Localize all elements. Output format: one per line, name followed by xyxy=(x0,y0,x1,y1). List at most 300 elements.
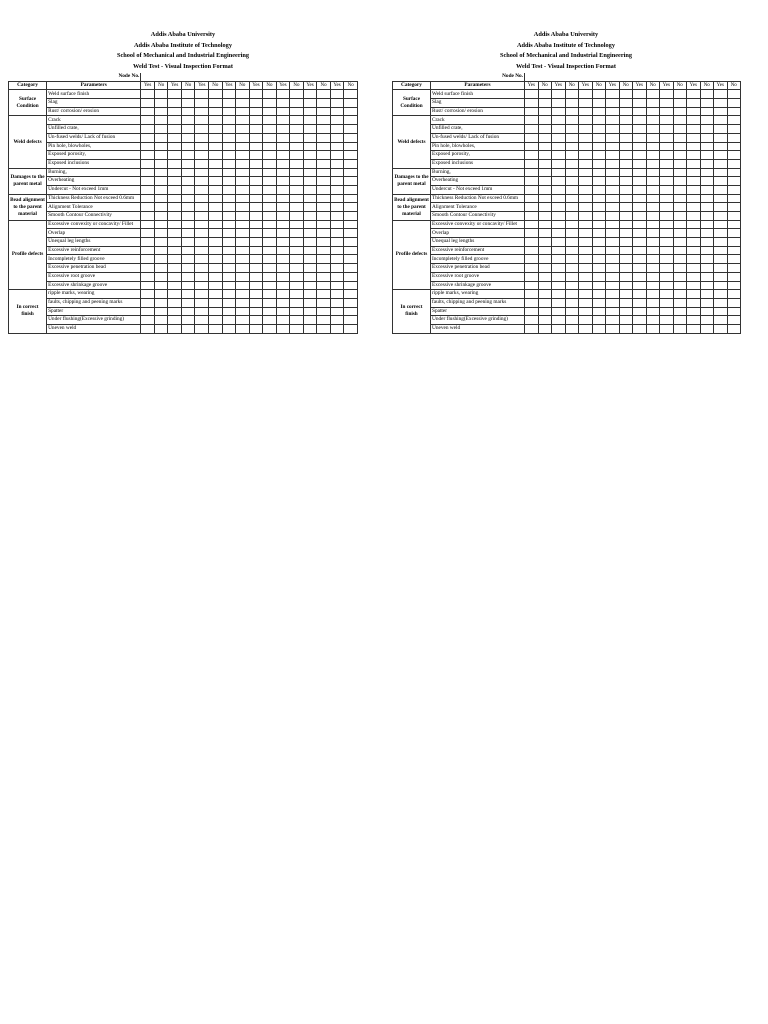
yes-check-cell[interactable] xyxy=(525,168,539,177)
no-check-cell[interactable] xyxy=(290,159,304,168)
no-check-cell[interactable] xyxy=(154,185,168,194)
yes-check-cell[interactable] xyxy=(141,246,155,255)
no-check-cell[interactable] xyxy=(673,194,687,203)
no-check-cell[interactable] xyxy=(181,316,195,325)
yes-check-cell[interactable] xyxy=(660,255,674,264)
no-check-cell[interactable] xyxy=(673,203,687,212)
no-check-cell[interactable] xyxy=(236,272,250,281)
no-check-cell[interactable] xyxy=(236,220,250,229)
yes-check-cell[interactable] xyxy=(222,168,236,177)
yes-check-cell[interactable] xyxy=(633,90,647,99)
no-check-cell[interactable] xyxy=(592,194,606,203)
yes-check-cell[interactable] xyxy=(303,316,317,325)
yes-check-cell[interactable] xyxy=(330,177,344,186)
yes-check-cell[interactable] xyxy=(276,159,290,168)
no-check-cell[interactable] xyxy=(236,133,250,142)
no-check-cell[interactable] xyxy=(317,168,331,177)
no-check-cell[interactable] xyxy=(209,212,223,221)
no-check-cell[interactable] xyxy=(154,142,168,151)
no-check-cell[interactable] xyxy=(565,125,579,134)
yes-check-cell[interactable] xyxy=(525,220,539,229)
yes-check-cell[interactable] xyxy=(633,185,647,194)
no-check-cell[interactable] xyxy=(344,290,358,299)
no-check-cell[interactable] xyxy=(290,220,304,229)
no-check-cell[interactable] xyxy=(565,194,579,203)
no-check-cell[interactable] xyxy=(727,212,741,221)
no-check-cell[interactable] xyxy=(290,264,304,273)
yes-check-cell[interactable] xyxy=(195,185,209,194)
yes-check-cell[interactable] xyxy=(714,142,728,151)
yes-check-cell[interactable] xyxy=(606,290,620,299)
no-check-cell[interactable] xyxy=(236,185,250,194)
no-check-cell[interactable] xyxy=(619,264,633,273)
yes-check-cell[interactable] xyxy=(249,116,263,125)
no-check-cell[interactable] xyxy=(317,290,331,299)
yes-check-cell[interactable] xyxy=(525,246,539,255)
no-check-cell[interactable] xyxy=(565,90,579,99)
yes-check-cell[interactable] xyxy=(168,185,182,194)
yes-check-cell[interactable] xyxy=(195,298,209,307)
yes-check-cell[interactable] xyxy=(606,125,620,134)
yes-check-cell[interactable] xyxy=(552,90,566,99)
no-check-cell[interactable] xyxy=(646,281,660,290)
no-check-cell[interactable] xyxy=(236,307,250,316)
yes-check-cell[interactable] xyxy=(249,125,263,134)
no-check-cell[interactable] xyxy=(673,159,687,168)
yes-check-cell[interactable] xyxy=(633,133,647,142)
yes-check-cell[interactable] xyxy=(222,203,236,212)
no-check-cell[interactable] xyxy=(263,90,277,99)
no-check-cell[interactable] xyxy=(263,307,277,316)
no-check-cell[interactable] xyxy=(317,99,331,108)
yes-check-cell[interactable] xyxy=(552,142,566,151)
yes-check-cell[interactable] xyxy=(579,142,593,151)
yes-check-cell[interactable] xyxy=(276,212,290,221)
yes-check-cell[interactable] xyxy=(633,220,647,229)
yes-check-cell[interactable] xyxy=(249,185,263,194)
yes-check-cell[interactable] xyxy=(660,246,674,255)
yes-check-cell[interactable] xyxy=(687,238,701,247)
no-check-cell[interactable] xyxy=(673,238,687,247)
yes-check-cell[interactable] xyxy=(168,194,182,203)
no-check-cell[interactable] xyxy=(209,194,223,203)
no-check-cell[interactable] xyxy=(154,159,168,168)
yes-check-cell[interactable] xyxy=(633,125,647,134)
yes-check-cell[interactable] xyxy=(579,185,593,194)
yes-check-cell[interactable] xyxy=(168,298,182,307)
no-check-cell[interactable] xyxy=(727,168,741,177)
no-check-cell[interactable] xyxy=(290,203,304,212)
no-check-cell[interactable] xyxy=(209,272,223,281)
yes-check-cell[interactable] xyxy=(168,264,182,273)
yes-check-cell[interactable] xyxy=(660,264,674,273)
no-check-cell[interactable] xyxy=(646,151,660,160)
yes-check-cell[interactable] xyxy=(606,99,620,108)
yes-check-cell[interactable] xyxy=(168,272,182,281)
no-check-cell[interactable] xyxy=(317,212,331,221)
no-check-cell[interactable] xyxy=(646,212,660,221)
no-check-cell[interactable] xyxy=(154,212,168,221)
no-check-cell[interactable] xyxy=(236,159,250,168)
no-check-cell[interactable] xyxy=(646,142,660,151)
yes-check-cell[interactable] xyxy=(249,133,263,142)
yes-check-cell[interactable] xyxy=(525,133,539,142)
yes-check-cell[interactable] xyxy=(168,290,182,299)
yes-check-cell[interactable] xyxy=(660,185,674,194)
no-check-cell[interactable] xyxy=(700,272,714,281)
no-check-cell[interactable] xyxy=(565,133,579,142)
yes-check-cell[interactable] xyxy=(552,298,566,307)
no-check-cell[interactable] xyxy=(727,159,741,168)
yes-check-cell[interactable] xyxy=(660,203,674,212)
no-check-cell[interactable] xyxy=(592,125,606,134)
no-check-cell[interactable] xyxy=(209,281,223,290)
yes-check-cell[interactable] xyxy=(714,185,728,194)
no-check-cell[interactable] xyxy=(727,125,741,134)
yes-check-cell[interactable] xyxy=(222,90,236,99)
no-check-cell[interactable] xyxy=(236,246,250,255)
yes-check-cell[interactable] xyxy=(222,133,236,142)
no-check-cell[interactable] xyxy=(727,185,741,194)
yes-check-cell[interactable] xyxy=(606,307,620,316)
yes-check-cell[interactable] xyxy=(687,185,701,194)
no-check-cell[interactable] xyxy=(209,142,223,151)
no-check-cell[interactable] xyxy=(700,307,714,316)
no-check-cell[interactable] xyxy=(727,272,741,281)
no-check-cell[interactable] xyxy=(209,316,223,325)
yes-check-cell[interactable] xyxy=(141,142,155,151)
no-check-cell[interactable] xyxy=(209,99,223,108)
yes-check-cell[interactable] xyxy=(330,142,344,151)
no-check-cell[interactable] xyxy=(673,151,687,160)
no-check-cell[interactable] xyxy=(727,99,741,108)
yes-check-cell[interactable] xyxy=(714,238,728,247)
no-check-cell[interactable] xyxy=(700,238,714,247)
no-check-cell[interactable] xyxy=(236,177,250,186)
yes-check-cell[interactable] xyxy=(552,151,566,160)
no-check-cell[interactable] xyxy=(263,246,277,255)
yes-check-cell[interactable] xyxy=(633,159,647,168)
no-check-cell[interactable] xyxy=(673,272,687,281)
no-check-cell[interactable] xyxy=(344,90,358,99)
no-check-cell[interactable] xyxy=(646,307,660,316)
yes-check-cell[interactable] xyxy=(195,264,209,273)
yes-check-cell[interactable] xyxy=(141,159,155,168)
yes-check-cell[interactable] xyxy=(168,90,182,99)
no-check-cell[interactable] xyxy=(619,298,633,307)
yes-check-cell[interactable] xyxy=(330,133,344,142)
no-check-cell[interactable] xyxy=(592,229,606,238)
no-check-cell[interactable] xyxy=(727,90,741,99)
yes-check-cell[interactable] xyxy=(633,203,647,212)
yes-check-cell[interactable] xyxy=(714,177,728,186)
no-check-cell[interactable] xyxy=(344,324,358,333)
no-check-cell[interactable] xyxy=(263,133,277,142)
yes-check-cell[interactable] xyxy=(195,316,209,325)
yes-check-cell[interactable] xyxy=(303,185,317,194)
yes-check-cell[interactable] xyxy=(276,185,290,194)
no-check-cell[interactable] xyxy=(344,194,358,203)
no-check-cell[interactable] xyxy=(619,238,633,247)
no-check-cell[interactable] xyxy=(290,116,304,125)
no-check-cell[interactable] xyxy=(592,212,606,221)
yes-check-cell[interactable] xyxy=(525,177,539,186)
yes-check-cell[interactable] xyxy=(222,324,236,333)
yes-check-cell[interactable] xyxy=(330,264,344,273)
yes-check-cell[interactable] xyxy=(525,281,539,290)
yes-check-cell[interactable] xyxy=(633,151,647,160)
yes-check-cell[interactable] xyxy=(660,177,674,186)
yes-check-cell[interactable] xyxy=(552,177,566,186)
no-check-cell[interactable] xyxy=(592,99,606,108)
no-check-cell[interactable] xyxy=(673,246,687,255)
no-check-cell[interactable] xyxy=(154,298,168,307)
no-check-cell[interactable] xyxy=(646,185,660,194)
yes-check-cell[interactable] xyxy=(714,220,728,229)
no-check-cell[interactable] xyxy=(317,298,331,307)
yes-check-cell[interactable] xyxy=(249,203,263,212)
no-check-cell[interactable] xyxy=(565,116,579,125)
no-check-cell[interactable] xyxy=(236,125,250,134)
yes-check-cell[interactable] xyxy=(249,290,263,299)
no-check-cell[interactable] xyxy=(592,316,606,325)
no-check-cell[interactable] xyxy=(700,246,714,255)
yes-check-cell[interactable] xyxy=(579,229,593,238)
yes-check-cell[interactable] xyxy=(579,168,593,177)
yes-check-cell[interactable] xyxy=(633,246,647,255)
yes-check-cell[interactable] xyxy=(606,246,620,255)
yes-check-cell[interactable] xyxy=(222,281,236,290)
yes-check-cell[interactable] xyxy=(552,125,566,134)
no-check-cell[interactable] xyxy=(317,264,331,273)
yes-check-cell[interactable] xyxy=(525,324,539,333)
no-check-cell[interactable] xyxy=(290,246,304,255)
no-check-cell[interactable] xyxy=(344,264,358,273)
no-check-cell[interactable] xyxy=(181,203,195,212)
yes-check-cell[interactable] xyxy=(303,220,317,229)
yes-check-cell[interactable] xyxy=(303,125,317,134)
yes-check-cell[interactable] xyxy=(525,229,539,238)
no-check-cell[interactable] xyxy=(236,238,250,247)
no-check-cell[interactable] xyxy=(619,272,633,281)
yes-check-cell[interactable] xyxy=(141,238,155,247)
yes-check-cell[interactable] xyxy=(525,107,539,116)
yes-check-cell[interactable] xyxy=(330,290,344,299)
yes-check-cell[interactable] xyxy=(222,220,236,229)
no-check-cell[interactable] xyxy=(344,316,358,325)
no-check-cell[interactable] xyxy=(538,107,552,116)
yes-check-cell[interactable] xyxy=(606,229,620,238)
no-check-cell[interactable] xyxy=(673,90,687,99)
no-check-cell[interactable] xyxy=(592,168,606,177)
no-check-cell[interactable] xyxy=(673,324,687,333)
yes-check-cell[interactable] xyxy=(525,255,539,264)
no-check-cell[interactable] xyxy=(592,255,606,264)
no-check-cell[interactable] xyxy=(673,125,687,134)
yes-check-cell[interactable] xyxy=(195,133,209,142)
yes-check-cell[interactable] xyxy=(579,324,593,333)
no-check-cell[interactable] xyxy=(209,107,223,116)
yes-check-cell[interactable] xyxy=(168,203,182,212)
yes-check-cell[interactable] xyxy=(249,99,263,108)
yes-check-cell[interactable] xyxy=(276,151,290,160)
yes-check-cell[interactable] xyxy=(276,281,290,290)
no-check-cell[interactable] xyxy=(154,107,168,116)
yes-check-cell[interactable] xyxy=(141,151,155,160)
no-check-cell[interactable] xyxy=(263,255,277,264)
yes-check-cell[interactable] xyxy=(714,125,728,134)
no-check-cell[interactable] xyxy=(290,298,304,307)
no-check-cell[interactable] xyxy=(209,255,223,264)
yes-check-cell[interactable] xyxy=(195,116,209,125)
no-check-cell[interactable] xyxy=(181,238,195,247)
no-check-cell[interactable] xyxy=(209,220,223,229)
yes-check-cell[interactable] xyxy=(222,125,236,134)
no-check-cell[interactable] xyxy=(290,194,304,203)
yes-check-cell[interactable] xyxy=(249,142,263,151)
no-check-cell[interactable] xyxy=(565,290,579,299)
no-check-cell[interactable] xyxy=(236,298,250,307)
no-check-cell[interactable] xyxy=(592,298,606,307)
no-check-cell[interactable] xyxy=(154,229,168,238)
yes-check-cell[interactable] xyxy=(330,203,344,212)
yes-check-cell[interactable] xyxy=(714,212,728,221)
yes-check-cell[interactable] xyxy=(303,281,317,290)
yes-check-cell[interactable] xyxy=(714,168,728,177)
yes-check-cell[interactable] xyxy=(222,107,236,116)
no-check-cell[interactable] xyxy=(565,212,579,221)
yes-check-cell[interactable] xyxy=(222,151,236,160)
no-check-cell[interactable] xyxy=(538,281,552,290)
yes-check-cell[interactable] xyxy=(660,107,674,116)
no-check-cell[interactable] xyxy=(181,212,195,221)
yes-check-cell[interactable] xyxy=(249,316,263,325)
no-check-cell[interactable] xyxy=(565,159,579,168)
no-check-cell[interactable] xyxy=(344,159,358,168)
no-check-cell[interactable] xyxy=(263,125,277,134)
yes-check-cell[interactable] xyxy=(660,159,674,168)
no-check-cell[interactable] xyxy=(209,90,223,99)
yes-check-cell[interactable] xyxy=(525,290,539,299)
no-check-cell[interactable] xyxy=(290,281,304,290)
no-check-cell[interactable] xyxy=(181,264,195,273)
yes-check-cell[interactable] xyxy=(552,255,566,264)
no-check-cell[interactable] xyxy=(154,220,168,229)
yes-check-cell[interactable] xyxy=(195,246,209,255)
no-check-cell[interactable] xyxy=(673,220,687,229)
yes-check-cell[interactable] xyxy=(168,246,182,255)
no-check-cell[interactable] xyxy=(565,185,579,194)
no-check-cell[interactable] xyxy=(727,133,741,142)
no-check-cell[interactable] xyxy=(700,177,714,186)
yes-check-cell[interactable] xyxy=(687,142,701,151)
yes-check-cell[interactable] xyxy=(195,307,209,316)
no-check-cell[interactable] xyxy=(209,203,223,212)
yes-check-cell[interactable] xyxy=(276,255,290,264)
yes-check-cell[interactable] xyxy=(330,212,344,221)
no-check-cell[interactable] xyxy=(700,281,714,290)
yes-check-cell[interactable] xyxy=(222,246,236,255)
yes-check-cell[interactable] xyxy=(222,238,236,247)
yes-check-cell[interactable] xyxy=(330,246,344,255)
no-check-cell[interactable] xyxy=(344,229,358,238)
no-check-cell[interactable] xyxy=(727,307,741,316)
yes-check-cell[interactable] xyxy=(276,116,290,125)
no-check-cell[interactable] xyxy=(263,99,277,108)
no-check-cell[interactable] xyxy=(619,194,633,203)
yes-check-cell[interactable] xyxy=(303,290,317,299)
yes-check-cell[interactable] xyxy=(303,159,317,168)
yes-check-cell[interactable] xyxy=(714,290,728,299)
no-check-cell[interactable] xyxy=(538,307,552,316)
no-check-cell[interactable] xyxy=(344,298,358,307)
no-check-cell[interactable] xyxy=(344,281,358,290)
no-check-cell[interactable] xyxy=(700,316,714,325)
yes-check-cell[interactable] xyxy=(687,151,701,160)
no-check-cell[interactable] xyxy=(700,99,714,108)
yes-check-cell[interactable] xyxy=(276,99,290,108)
yes-check-cell[interactable] xyxy=(552,229,566,238)
yes-check-cell[interactable] xyxy=(552,324,566,333)
yes-check-cell[interactable] xyxy=(633,107,647,116)
no-check-cell[interactable] xyxy=(263,116,277,125)
no-check-cell[interactable] xyxy=(565,151,579,160)
no-check-cell[interactable] xyxy=(181,324,195,333)
yes-check-cell[interactable] xyxy=(633,281,647,290)
yes-check-cell[interactable] xyxy=(249,324,263,333)
no-check-cell[interactable] xyxy=(646,316,660,325)
no-check-cell[interactable] xyxy=(727,194,741,203)
no-check-cell[interactable] xyxy=(727,298,741,307)
yes-check-cell[interactable] xyxy=(141,272,155,281)
yes-check-cell[interactable] xyxy=(660,133,674,142)
no-check-cell[interactable] xyxy=(154,272,168,281)
yes-check-cell[interactable] xyxy=(606,185,620,194)
yes-check-cell[interactable] xyxy=(195,281,209,290)
no-check-cell[interactable] xyxy=(646,264,660,273)
no-check-cell[interactable] xyxy=(619,151,633,160)
yes-check-cell[interactable] xyxy=(579,203,593,212)
yes-check-cell[interactable] xyxy=(195,99,209,108)
no-check-cell[interactable] xyxy=(344,125,358,134)
yes-check-cell[interactable] xyxy=(714,90,728,99)
no-check-cell[interactable] xyxy=(646,168,660,177)
no-check-cell[interactable] xyxy=(592,159,606,168)
yes-check-cell[interactable] xyxy=(330,107,344,116)
yes-check-cell[interactable] xyxy=(276,220,290,229)
no-check-cell[interactable] xyxy=(700,159,714,168)
yes-check-cell[interactable] xyxy=(195,238,209,247)
yes-check-cell[interactable] xyxy=(687,298,701,307)
no-check-cell[interactable] xyxy=(700,203,714,212)
yes-check-cell[interactable] xyxy=(687,272,701,281)
yes-check-cell[interactable] xyxy=(687,203,701,212)
no-check-cell[interactable] xyxy=(154,151,168,160)
yes-check-cell[interactable] xyxy=(687,281,701,290)
no-check-cell[interactable] xyxy=(290,229,304,238)
no-check-cell[interactable] xyxy=(209,177,223,186)
yes-check-cell[interactable] xyxy=(579,264,593,273)
yes-check-cell[interactable] xyxy=(525,212,539,221)
yes-check-cell[interactable] xyxy=(633,290,647,299)
yes-check-cell[interactable] xyxy=(195,125,209,134)
no-check-cell[interactable] xyxy=(236,229,250,238)
no-check-cell[interactable] xyxy=(673,316,687,325)
yes-check-cell[interactable] xyxy=(660,142,674,151)
no-check-cell[interactable] xyxy=(727,177,741,186)
yes-check-cell[interactable] xyxy=(303,107,317,116)
yes-check-cell[interactable] xyxy=(141,90,155,99)
